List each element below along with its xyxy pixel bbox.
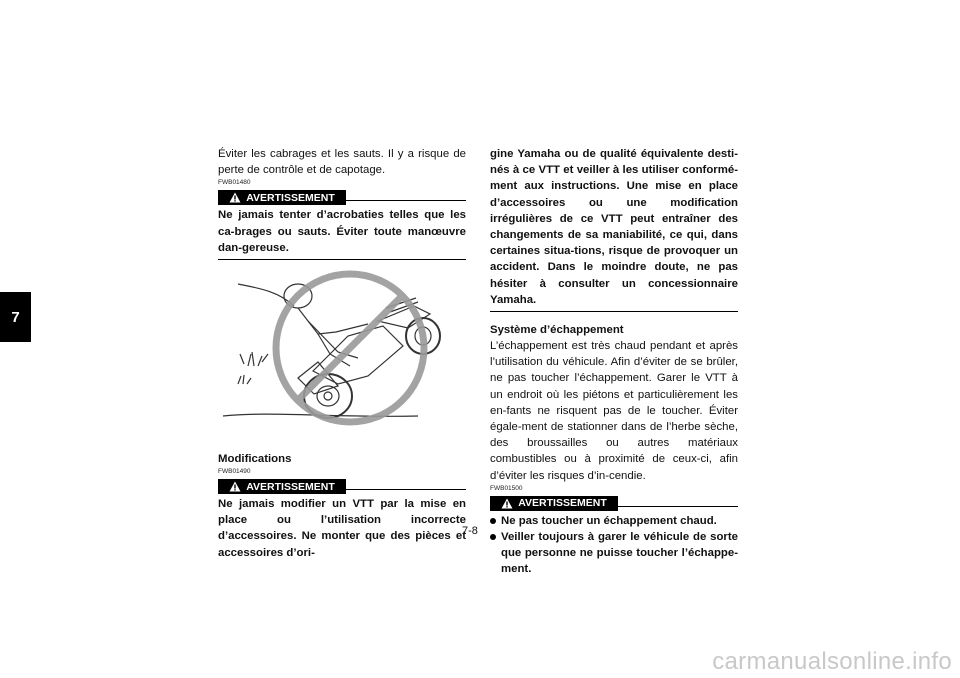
intro-text: Éviter les cabrages et les sauts. Il y a risque de perte de contrôle et de capotage. (218, 148, 466, 177)
page-number: 7-8 (462, 525, 478, 537)
warning-text: Ne jamais modifier un VTT par la mise en place ou l’utilisation incorrecte d’accessoires. Ne monter que des pièces et accessoires d’ori- (218, 498, 466, 559)
list-item (490, 529, 738, 578)
warning-end-rule (490, 311, 738, 312)
exhaust-text: L’échappement est très chaud pendant et après l’utilisation du véhicule. Afin d’éviter de se brûler, ne pas toucher l’échappement. Garer le VTT à un endroit où les piétons et particulièrement les en-fants ne risquent pas de le toucher. Éviter égale-ment de stationner dans de l’herbe sèche, des broussailles ou autres matériaux combustibles ou à proximité de ceux-ci, afin d’éviter les risques d’in-cendie. (490, 340, 738, 482)
list-item-text: Veiller toujours à garer le véhicule de sorte que personne ne puisse toucher l’échappe-ment. (501, 531, 738, 576)
warning-code: FWB01500 (490, 484, 523, 492)
no-wheelie-illustration (218, 266, 466, 442)
footer-watermark: carmanualsonline.info (712, 648, 952, 675)
warning-triangle-icon (229, 481, 241, 492)
warning-label: AVERTISSEMENT (246, 191, 335, 204)
warning-label-box (490, 496, 618, 511)
warning-triangle-icon (229, 192, 241, 203)
warning-text: Ne jamais tenter d’acrobaties telles que les ca-brages ou sauts. Éviter toute manœuvre dan-gereuse. (218, 209, 466, 254)
warning-label: AVERTISSEMENT (246, 480, 335, 493)
list-item-text: Ne pas toucher un échappement chaud. (501, 514, 717, 527)
warning-label: AVERTISSEMENT (518, 497, 607, 510)
warning-header (218, 188, 466, 205)
right-column (490, 146, 738, 578)
warning-bullet-list (490, 513, 738, 578)
warning-code: FWB01490 (218, 468, 251, 476)
bullet-icon (490, 534, 496, 540)
left-column (218, 146, 466, 561)
warning-header (490, 494, 738, 511)
warning-end-rule (218, 259, 466, 260)
warning-label-box (218, 190, 346, 205)
warning-label-box (218, 479, 346, 494)
bullet-icon (490, 518, 496, 524)
warning-text-continued: gine Yamaha ou de qualité équivalente desti-nés à ce VTT et veiller à les utiliser conformé-ment aux instructions. Une mise en place d’accessoires ou une modification irrégulières de ce VTT peut entraîner des changements de sa maniabilité, ce qui, dans certaines situa-tions, risque de provoquer un accident. Dans le moindre doute, ne pas hésiter à consulter un concessionnaire Yamaha. (490, 148, 738, 306)
chapter-tab (0, 292, 31, 342)
warning-code: FWB01480 (218, 179, 251, 187)
exhaust-heading: Système d’échappement (490, 324, 624, 337)
list-item (490, 513, 738, 529)
chapter-tab-label: 7 (11, 308, 20, 326)
warning-triangle-icon (501, 498, 513, 509)
warning-header (218, 477, 466, 494)
modifications-heading: Modifications (218, 453, 292, 466)
